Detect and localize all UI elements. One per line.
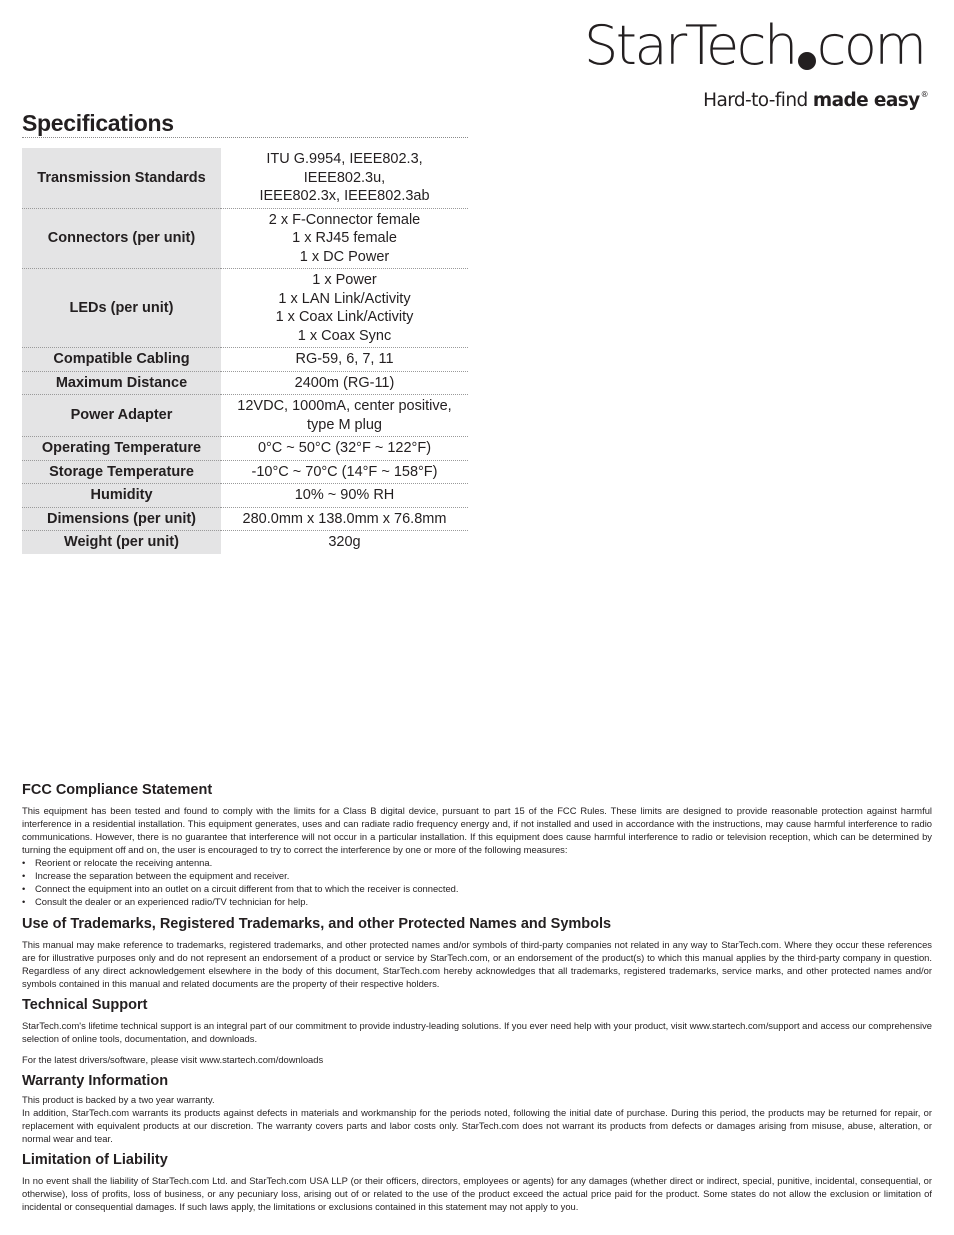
spec-value-line: 2400m (RG-11) [294, 374, 395, 391]
spec-value-line: 1 x Coax Sync [297, 327, 392, 344]
spec-value-line: 1 x DC Power [299, 248, 390, 265]
table-row [22, 484, 468, 508]
spec-value [221, 395, 468, 437]
spec-value-line: RG-59, 6, 7, 11 [295, 351, 394, 367]
trademarks-heading: Use of Trademarks, Registered Trademarks, and other Protected Names and Symbols [22, 916, 612, 932]
table-row [22, 395, 468, 437]
table-row [22, 371, 468, 395]
spec-value-line: ITU G.9954, IEEE802.3, IEEE802.3u, [266, 151, 423, 186]
spec-value [221, 208, 468, 269]
logo-dot-icon [798, 52, 816, 70]
spec-label: Transmission Standards [22, 148, 221, 208]
table-row [22, 208, 468, 269]
spec-value-line: 10% ~ 90% RH [294, 487, 395, 503]
liability-section [22, 1150, 932, 1213]
spec-value-line: 1 x Power [312, 272, 377, 288]
spec-value-line: IEEE802.3x, IEEE802.3ab [259, 188, 430, 204]
spec-value-line: 1 x Coax Link/Activity [275, 309, 414, 325]
warranty-line: This product is backed by a two year warranty. [22, 1094, 215, 1105]
logo-wordmark: StarTech com [584, 14, 925, 77]
spec-label: Operating Temperature [22, 437, 221, 461]
liability-heading: Limitation of Liability [22, 1152, 168, 1168]
list-item: • Increase the separation between the equipment and receiver. [22, 869, 932, 882]
spec-value-line: 2 x F-Connector female [268, 211, 421, 228]
list-item: • Consult the dealer or an experienced radio/TV technician for help. [22, 895, 932, 908]
list-item: • Connect the equipment into an outlet on a circuit different from that to which the receiver is connected. [22, 882, 932, 895]
spec-label: Compatible Cabling [22, 348, 221, 372]
table-row [22, 531, 468, 554]
spec-label: Power Adapter [22, 395, 221, 437]
fcc-body: This equipment has been tested and found to comply with the limits for a Class B digital device, pursuant to part 15 of the FCC Rules. These limits are designed to provide reasonable protection against harmful interference in a residential installation. This equipment generates, uses and can radiate radio frequency energy and, if not installed and used in accordance with the instructions, may cause harmful interference to radio communications. However, there is no guarantee that interference will not occur in a particular installation. If this equipment does cause harmful interference to radio or television reception, which can be determined by turning the equipment off and on, the user is encouraged to try to correct the interference by one or more of the following measures: [22, 805, 932, 855]
spec-value [221, 460, 468, 484]
support-heading: Technical Support [22, 997, 148, 1013]
spec-value [221, 507, 468, 531]
spec-label: Storage Temperature [22, 460, 221, 484]
registered-mark: ® [920, 90, 928, 99]
spec-value-line: 320g [328, 534, 361, 550]
fcc-heading: FCC Compliance Statement [22, 782, 213, 798]
table-row [22, 507, 468, 531]
spec-value [221, 148, 468, 208]
spec-value-line: type M plug [307, 416, 382, 433]
support-body: StarTech.com's lifetime technical support is an integral part of our commitment to provide industry-leading solutions. If you ever need help with your product, visit www.startech.com/support and access our comprehensive selection of online tools, documentation, and downloads. [22, 1020, 932, 1044]
spec-value [221, 484, 468, 508]
spec-label: LEDs (per unit) [22, 269, 221, 348]
support-section [22, 995, 932, 1066]
spec-value [221, 437, 468, 461]
trademarks-body: This manual may make reference to trademarks, registered trademarks, and other protected names and/or symbols of third-party companies not related in any way to StarTech.com. Where they occur these references are for illustrative purposes only and do not represent an endorsement of a product or service by StarTech.com, or an endorsement of the product(s) to which this manual applies by the third-party company in question. Regardless of any direct acknowledgement elsewhere in the body of this document, StarTech.com hereby acknowledges that all trademarks, registered trademarks, service marks, and other protected names and/or symbols contained in this manual and related documents are the property of their respective holders. [22, 939, 932, 989]
table-row [22, 348, 468, 372]
spec-label: Maximum Distance [22, 371, 221, 395]
fcc-section [22, 780, 932, 908]
spec-value-line: 1 x RJ45 female [292, 230, 397, 246]
title-divider [22, 137, 468, 138]
logo-tagline [703, 90, 928, 111]
spec-value-line: 0°C ~ 50°C (32°F ~ 122°F) [257, 440, 432, 456]
spec-value-line: 12VDC, 1000mA, center positive, [237, 398, 452, 414]
trademarks-section [22, 914, 932, 990]
spec-label: Humidity [22, 484, 221, 508]
liability-body: In no event shall the liability of StarTech.com Ltd. and StarTech.com USA LLP (or their officers, directors, employees or agents) for any damages (whether direct or indirect, special, punitive, incidental, consequential, or otherwise), loss of profits, loss of business, or any pecuniary loss, arising out of or related to the use of the product exceed the actual price paid for the product. Some states do not allow the exclusion or limitation of incidental or consequential damages. If such laws apply, the limitations or exclusions contained in this statement may not apply to you. [22, 1175, 932, 1212]
tagline-bold: made easy [812, 90, 920, 111]
table-row [22, 437, 468, 461]
warranty-body: In addition, StarTech.com warrants its products against defects in materials and workmanship for the periods noted, following the initial date of purchase. During this period, the products may be returned for repair, or replacement with equivalent products at our discretion. The warranty covers parts and labor costs only. StarTech.com does not warrant its products from defects or damages arising from misuse, abuse, alteration, or normal wear and tear. [22, 1107, 932, 1144]
specifications-table [22, 148, 468, 554]
spec-value-line: -10°C ~ 70°C (14°F ~ 158°F) [251, 463, 438, 480]
spec-value-line: 1 x LAN Link/Activity [278, 290, 411, 307]
spec-value-line: 280.0mm x 138.0mm x 76.8mm [242, 510, 447, 527]
support-downloads: For the latest drivers/software, please visit www.startech.com/downloads [22, 1054, 324, 1065]
warranty-heading: Warranty Information [22, 1073, 169, 1089]
spec-value [221, 348, 468, 372]
table-row [22, 460, 468, 484]
spec-value [221, 371, 468, 395]
spec-label: Dimensions (per unit) [22, 507, 221, 531]
list-item: • Reorient or relocate the receiving antenna. [22, 856, 932, 869]
table-row [22, 148, 468, 208]
spec-label: Connectors (per unit) [22, 208, 221, 269]
specifications-title: Specifications [22, 110, 174, 136]
table-row [22, 269, 468, 348]
spec-value [221, 269, 468, 348]
fcc-measures-list [22, 856, 932, 908]
startech-logo [584, 14, 930, 114]
spec-value [221, 531, 468, 554]
warranty-section [22, 1071, 932, 1145]
spec-label: Weight (per unit) [22, 531, 221, 554]
legal-sections [22, 780, 932, 1213]
tagline-regular: Hard-to-find [703, 90, 813, 111]
